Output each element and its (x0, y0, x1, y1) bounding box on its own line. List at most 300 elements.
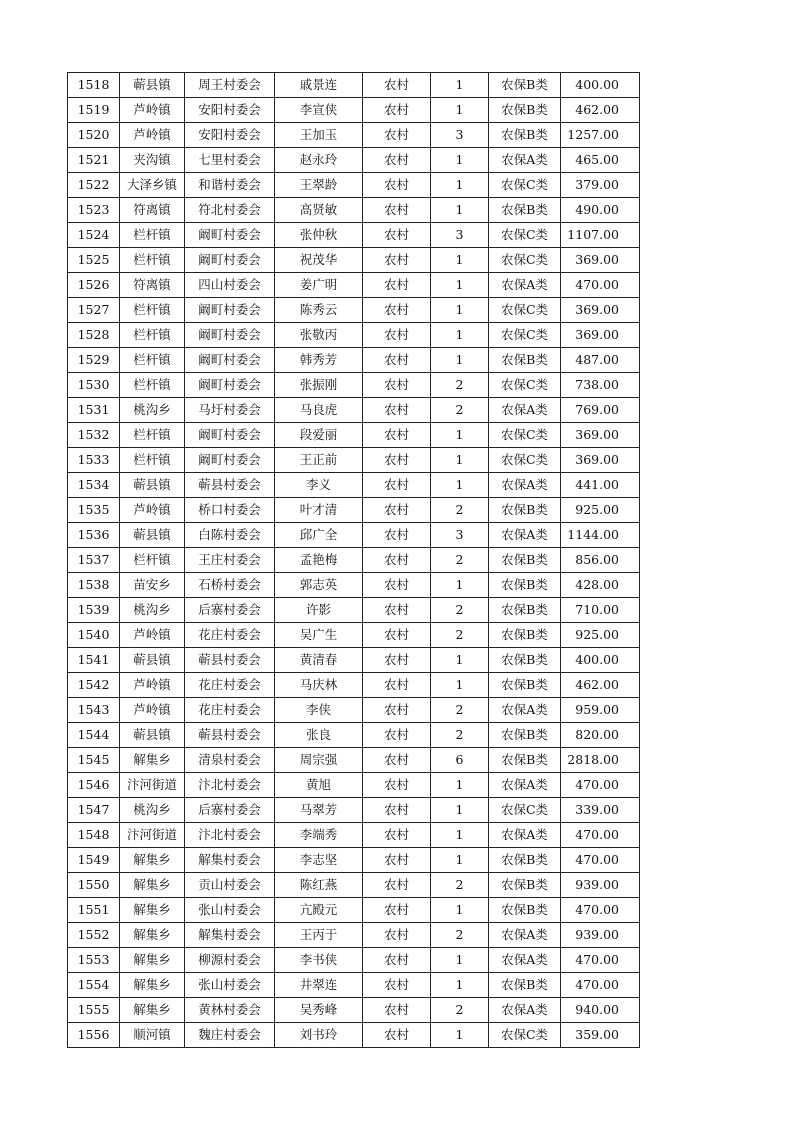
table-row (68, 748, 640, 773)
household-size-cell: 1 (431, 323, 489, 348)
amount-cell: 939.00 (561, 923, 640, 948)
table-row (68, 123, 640, 148)
village-cell: 蕲县村委会 (185, 473, 275, 498)
amount-cell: 738.00 (561, 373, 640, 398)
household-size-cell: 1 (431, 823, 489, 848)
area-type-cell: 农村 (363, 348, 431, 373)
town-cell: 栏杆镇 (120, 223, 185, 248)
town-cell: 顺河镇 (120, 1023, 185, 1048)
data-table (67, 72, 640, 1048)
table-row (68, 548, 640, 573)
name-cell: 赵永玲 (275, 148, 363, 173)
table-row (68, 673, 640, 698)
town-cell: 桃沟乡 (120, 398, 185, 423)
name-cell: 张良 (275, 723, 363, 748)
table-row (68, 848, 640, 873)
area-type-cell: 农村 (363, 648, 431, 673)
table-row (68, 598, 640, 623)
category-cell: 农保C类 (489, 373, 561, 398)
amount-cell: 1144.00 (561, 523, 640, 548)
category-cell: 农保B类 (489, 973, 561, 998)
category-cell: 农保A类 (489, 698, 561, 723)
town-cell: 栏杆镇 (120, 423, 185, 448)
village-cell: 阚町村委会 (185, 373, 275, 398)
household-size-cell: 1 (431, 198, 489, 223)
area-type-cell: 农村 (363, 798, 431, 823)
village-cell: 黄林村委会 (185, 998, 275, 1023)
area-type-cell: 农村 (363, 998, 431, 1023)
area-type-cell: 农村 (363, 723, 431, 748)
village-cell: 四山村委会 (185, 273, 275, 298)
amount-cell: 369.00 (561, 248, 640, 273)
category-cell: 农保B类 (489, 648, 561, 673)
household-size-cell: 3 (431, 123, 489, 148)
town-cell: 芦岭镇 (120, 623, 185, 648)
household-size-cell: 1 (431, 798, 489, 823)
household-size-cell: 1 (431, 423, 489, 448)
table-row (68, 473, 640, 498)
town-cell: 蕲县镇 (120, 73, 185, 98)
category-cell: 农保B类 (489, 573, 561, 598)
table-row (68, 973, 640, 998)
area-type-cell: 农村 (363, 1023, 431, 1048)
household-size-cell: 2 (431, 698, 489, 723)
amount-cell: 490.00 (561, 198, 640, 223)
table-row (68, 248, 640, 273)
area-type-cell: 农村 (363, 898, 431, 923)
table-row (68, 523, 640, 548)
town-cell: 解集乡 (120, 923, 185, 948)
name-cell: 王翠龄 (275, 173, 363, 198)
household-size-cell: 3 (431, 223, 489, 248)
table-row (68, 173, 640, 198)
amount-cell: 470.00 (561, 273, 640, 298)
household-size-cell: 1 (431, 448, 489, 473)
town-cell: 栏杆镇 (120, 248, 185, 273)
table-row (68, 698, 640, 723)
village-cell: 柳源村委会 (185, 948, 275, 973)
amount-cell: 470.00 (561, 898, 640, 923)
name-cell: 亢殿元 (275, 898, 363, 923)
name-cell: 戚景连 (275, 73, 363, 98)
table-row (68, 798, 640, 823)
table-row (68, 373, 640, 398)
row-number-cell: 1531 (68, 398, 120, 423)
village-cell: 和谐村委会 (185, 173, 275, 198)
name-cell: 王正前 (275, 448, 363, 473)
area-type-cell: 农村 (363, 298, 431, 323)
town-cell: 蕲县镇 (120, 723, 185, 748)
category-cell: 农保C类 (489, 223, 561, 248)
row-number-cell: 1546 (68, 773, 120, 798)
town-cell: 解集乡 (120, 748, 185, 773)
name-cell: 姜广明 (275, 273, 363, 298)
area-type-cell: 农村 (363, 873, 431, 898)
row-number-cell: 1538 (68, 573, 120, 598)
category-cell: 农保A类 (489, 923, 561, 948)
area-type-cell: 农村 (363, 773, 431, 798)
row-number-cell: 1555 (68, 998, 120, 1023)
row-number-cell: 1550 (68, 873, 120, 898)
name-cell: 张振刚 (275, 373, 363, 398)
table-row (68, 948, 640, 973)
row-number-cell: 1522 (68, 173, 120, 198)
household-size-cell: 2 (431, 723, 489, 748)
town-cell: 栏杆镇 (120, 448, 185, 473)
table-row (68, 1023, 640, 1048)
amount-cell: 470.00 (561, 773, 640, 798)
area-type-cell: 农村 (363, 523, 431, 548)
town-cell: 桃沟乡 (120, 598, 185, 623)
row-number-cell: 1528 (68, 323, 120, 348)
category-cell: 农保B类 (489, 73, 561, 98)
village-cell: 桥口村委会 (185, 498, 275, 523)
row-number-cell: 1554 (68, 973, 120, 998)
category-cell: 农保B类 (489, 748, 561, 773)
category-cell: 农保A类 (489, 473, 561, 498)
row-number-cell: 1537 (68, 548, 120, 573)
name-cell: 周宗强 (275, 748, 363, 773)
household-size-cell: 2 (431, 398, 489, 423)
household-size-cell: 1 (431, 848, 489, 873)
category-cell: 农保B类 (489, 198, 561, 223)
area-type-cell: 农村 (363, 698, 431, 723)
table-row (68, 148, 640, 173)
village-cell: 马圩村委会 (185, 398, 275, 423)
row-number-cell: 1523 (68, 198, 120, 223)
amount-cell: 470.00 (561, 848, 640, 873)
town-cell: 栏杆镇 (120, 548, 185, 573)
table-row (68, 298, 640, 323)
area-type-cell: 农村 (363, 223, 431, 248)
household-size-cell: 2 (431, 998, 489, 1023)
area-type-cell: 农村 (363, 273, 431, 298)
table-row (68, 223, 640, 248)
town-cell: 芦岭镇 (120, 498, 185, 523)
area-type-cell: 农村 (363, 923, 431, 948)
household-size-cell: 1 (431, 973, 489, 998)
table-row (68, 773, 640, 798)
category-cell: 农保B类 (489, 623, 561, 648)
household-size-cell: 3 (431, 523, 489, 548)
amount-cell: 470.00 (561, 973, 640, 998)
town-cell: 蕲县镇 (120, 648, 185, 673)
name-cell: 刘书玲 (275, 1023, 363, 1048)
row-number-cell: 1549 (68, 848, 120, 873)
category-cell: 农保C类 (489, 323, 561, 348)
town-cell: 苗安乡 (120, 573, 185, 598)
table-row (68, 423, 640, 448)
village-cell: 汴北村委会 (185, 823, 275, 848)
village-cell: 汴北村委会 (185, 773, 275, 798)
village-cell: 安阳村委会 (185, 98, 275, 123)
amount-cell: 940.00 (561, 998, 640, 1023)
name-cell: 高贤敏 (275, 198, 363, 223)
category-cell: 农保B类 (489, 123, 561, 148)
row-number-cell: 1543 (68, 698, 120, 723)
name-cell: 马庆林 (275, 673, 363, 698)
village-cell: 阚町村委会 (185, 423, 275, 448)
row-number-cell: 1525 (68, 248, 120, 273)
household-size-cell: 2 (431, 373, 489, 398)
row-number-cell: 1527 (68, 298, 120, 323)
amount-cell: 441.00 (561, 473, 640, 498)
category-cell: 农保B类 (489, 598, 561, 623)
category-cell: 农保C类 (489, 423, 561, 448)
household-size-cell: 1 (431, 298, 489, 323)
category-cell: 农保B类 (489, 848, 561, 873)
household-size-cell: 2 (431, 598, 489, 623)
area-type-cell: 农村 (363, 323, 431, 348)
category-cell: 农保B类 (489, 898, 561, 923)
amount-cell: 400.00 (561, 73, 640, 98)
town-cell: 解集乡 (120, 973, 185, 998)
name-cell: 张敬丙 (275, 323, 363, 348)
category-cell: 农保C类 (489, 298, 561, 323)
amount-cell: 400.00 (561, 648, 640, 673)
row-number-cell: 1532 (68, 423, 120, 448)
area-type-cell: 农村 (363, 123, 431, 148)
amount-cell: 369.00 (561, 298, 640, 323)
area-type-cell: 农村 (363, 473, 431, 498)
category-cell: 农保A类 (489, 273, 561, 298)
table-row (68, 398, 640, 423)
household-size-cell: 1 (431, 273, 489, 298)
village-cell: 阚町村委会 (185, 448, 275, 473)
name-cell: 吴秀峰 (275, 998, 363, 1023)
row-number-cell: 1539 (68, 598, 120, 623)
amount-cell: 359.00 (561, 1023, 640, 1048)
category-cell: 农保C类 (489, 448, 561, 473)
amount-cell: 470.00 (561, 823, 640, 848)
table-row (68, 648, 640, 673)
name-cell: 李书侠 (275, 948, 363, 973)
household-size-cell: 1 (431, 348, 489, 373)
name-cell: 叶才清 (275, 498, 363, 523)
household-size-cell: 1 (431, 148, 489, 173)
row-number-cell: 1541 (68, 648, 120, 673)
table-row (68, 98, 640, 123)
row-number-cell: 1519 (68, 98, 120, 123)
town-cell: 解集乡 (120, 873, 185, 898)
name-cell: 吴广生 (275, 623, 363, 648)
village-cell: 张山村委会 (185, 898, 275, 923)
household-size-cell: 2 (431, 498, 489, 523)
name-cell: 郭志英 (275, 573, 363, 598)
town-cell: 芦岭镇 (120, 98, 185, 123)
household-size-cell: 1 (431, 773, 489, 798)
table-row (68, 273, 640, 298)
category-cell: 农保A类 (489, 823, 561, 848)
row-number-cell: 1536 (68, 523, 120, 548)
village-cell: 解集村委会 (185, 848, 275, 873)
table-row (68, 348, 640, 373)
area-type-cell: 农村 (363, 148, 431, 173)
row-number-cell: 1521 (68, 148, 120, 173)
area-type-cell: 农村 (363, 973, 431, 998)
row-number-cell: 1534 (68, 473, 120, 498)
table-row (68, 573, 640, 598)
row-number-cell: 1526 (68, 273, 120, 298)
name-cell: 许影 (275, 598, 363, 623)
area-type-cell: 农村 (363, 498, 431, 523)
area-type-cell: 农村 (363, 98, 431, 123)
town-cell: 解集乡 (120, 948, 185, 973)
amount-cell: 369.00 (561, 448, 640, 473)
amount-cell: 465.00 (561, 148, 640, 173)
household-size-cell: 2 (431, 923, 489, 948)
area-type-cell: 农村 (363, 748, 431, 773)
household-size-cell: 1 (431, 648, 489, 673)
table-body (68, 73, 640, 1048)
household-size-cell: 1 (431, 673, 489, 698)
amount-cell: 487.00 (561, 348, 640, 373)
row-number-cell: 1540 (68, 623, 120, 648)
amount-cell: 710.00 (561, 598, 640, 623)
town-cell: 符离镇 (120, 273, 185, 298)
town-cell: 芦岭镇 (120, 673, 185, 698)
row-number-cell: 1556 (68, 1023, 120, 1048)
amount-cell: 428.00 (561, 573, 640, 598)
area-type-cell: 农村 (363, 198, 431, 223)
table-row (68, 823, 640, 848)
area-type-cell: 农村 (363, 423, 431, 448)
amount-cell: 959.00 (561, 698, 640, 723)
name-cell: 李志坚 (275, 848, 363, 873)
town-cell: 栏杆镇 (120, 323, 185, 348)
village-cell: 白陈村委会 (185, 523, 275, 548)
town-cell: 蕲县镇 (120, 523, 185, 548)
row-number-cell: 1545 (68, 748, 120, 773)
table-row (68, 623, 640, 648)
household-size-cell: 1 (431, 1023, 489, 1048)
household-size-cell: 1 (431, 98, 489, 123)
category-cell: 农保B类 (489, 548, 561, 573)
amount-cell: 925.00 (561, 498, 640, 523)
amount-cell: 939.00 (561, 873, 640, 898)
category-cell: 农保C类 (489, 798, 561, 823)
row-number-cell: 1552 (68, 923, 120, 948)
row-number-cell: 1533 (68, 448, 120, 473)
category-cell: 农保A类 (489, 523, 561, 548)
amount-cell: 856.00 (561, 548, 640, 573)
area-type-cell: 农村 (363, 448, 431, 473)
household-size-cell: 1 (431, 173, 489, 198)
amount-cell: 369.00 (561, 423, 640, 448)
household-size-cell: 1 (431, 473, 489, 498)
town-cell: 汴河街道 (120, 823, 185, 848)
area-type-cell: 农村 (363, 948, 431, 973)
village-cell: 符北村委会 (185, 198, 275, 223)
area-type-cell: 农村 (363, 548, 431, 573)
village-cell: 王庄村委会 (185, 548, 275, 573)
household-size-cell: 6 (431, 748, 489, 773)
village-cell: 阚町村委会 (185, 223, 275, 248)
area-type-cell: 农村 (363, 623, 431, 648)
town-cell: 芦岭镇 (120, 123, 185, 148)
village-cell: 魏庄村委会 (185, 1023, 275, 1048)
village-cell: 花庄村委会 (185, 698, 275, 723)
village-cell: 花庄村委会 (185, 673, 275, 698)
town-cell: 符离镇 (120, 198, 185, 223)
name-cell: 李端秀 (275, 823, 363, 848)
row-number-cell: 1544 (68, 723, 120, 748)
village-cell: 花庄村委会 (185, 623, 275, 648)
name-cell: 黄旭 (275, 773, 363, 798)
category-cell: 农保A类 (489, 148, 561, 173)
name-cell: 祝茂华 (275, 248, 363, 273)
name-cell: 李宣侠 (275, 98, 363, 123)
category-cell: 农保A类 (489, 398, 561, 423)
row-number-cell: 1535 (68, 498, 120, 523)
table-row (68, 998, 640, 1023)
amount-cell: 369.00 (561, 323, 640, 348)
amount-cell: 462.00 (561, 98, 640, 123)
town-cell: 栏杆镇 (120, 348, 185, 373)
town-cell: 蕲县镇 (120, 473, 185, 498)
area-type-cell: 农村 (363, 573, 431, 598)
town-cell: 解集乡 (120, 848, 185, 873)
area-type-cell: 农村 (363, 398, 431, 423)
name-cell: 王丙于 (275, 923, 363, 948)
village-cell: 清泉村委会 (185, 748, 275, 773)
village-cell: 贡山村委会 (185, 873, 275, 898)
town-cell: 大泽乡镇 (120, 173, 185, 198)
name-cell: 井翠连 (275, 973, 363, 998)
amount-cell: 925.00 (561, 623, 640, 648)
category-cell: 农保B类 (489, 348, 561, 373)
household-size-cell: 2 (431, 623, 489, 648)
row-number-cell: 1542 (68, 673, 120, 698)
household-size-cell: 1 (431, 948, 489, 973)
name-cell: 韩秀芳 (275, 348, 363, 373)
amount-cell: 820.00 (561, 723, 640, 748)
row-number-cell: 1524 (68, 223, 120, 248)
category-cell: 农保B类 (489, 98, 561, 123)
category-cell: 农保C类 (489, 248, 561, 273)
town-cell: 栏杆镇 (120, 373, 185, 398)
table-row (68, 873, 640, 898)
category-cell: 农保B类 (489, 673, 561, 698)
name-cell: 张仲秋 (275, 223, 363, 248)
amount-cell: 339.00 (561, 798, 640, 823)
village-cell: 阚町村委会 (185, 248, 275, 273)
name-cell: 李义 (275, 473, 363, 498)
name-cell: 黄清春 (275, 648, 363, 673)
table-row (68, 898, 640, 923)
row-number-cell: 1529 (68, 348, 120, 373)
name-cell: 马翠芳 (275, 798, 363, 823)
household-size-cell: 2 (431, 548, 489, 573)
category-cell: 农保B类 (489, 873, 561, 898)
amount-cell: 379.00 (561, 173, 640, 198)
village-cell: 安阳村委会 (185, 123, 275, 148)
village-cell: 张山村委会 (185, 973, 275, 998)
row-number-cell: 1530 (68, 373, 120, 398)
area-type-cell: 农村 (363, 173, 431, 198)
row-number-cell: 1547 (68, 798, 120, 823)
area-type-cell: 农村 (363, 848, 431, 873)
table-row (68, 498, 640, 523)
row-number-cell: 1518 (68, 73, 120, 98)
town-cell: 解集乡 (120, 998, 185, 1023)
area-type-cell: 农村 (363, 673, 431, 698)
amount-cell: 470.00 (561, 948, 640, 973)
name-cell: 王加玉 (275, 123, 363, 148)
table-row (68, 923, 640, 948)
area-type-cell: 农村 (363, 823, 431, 848)
table-row (68, 198, 640, 223)
